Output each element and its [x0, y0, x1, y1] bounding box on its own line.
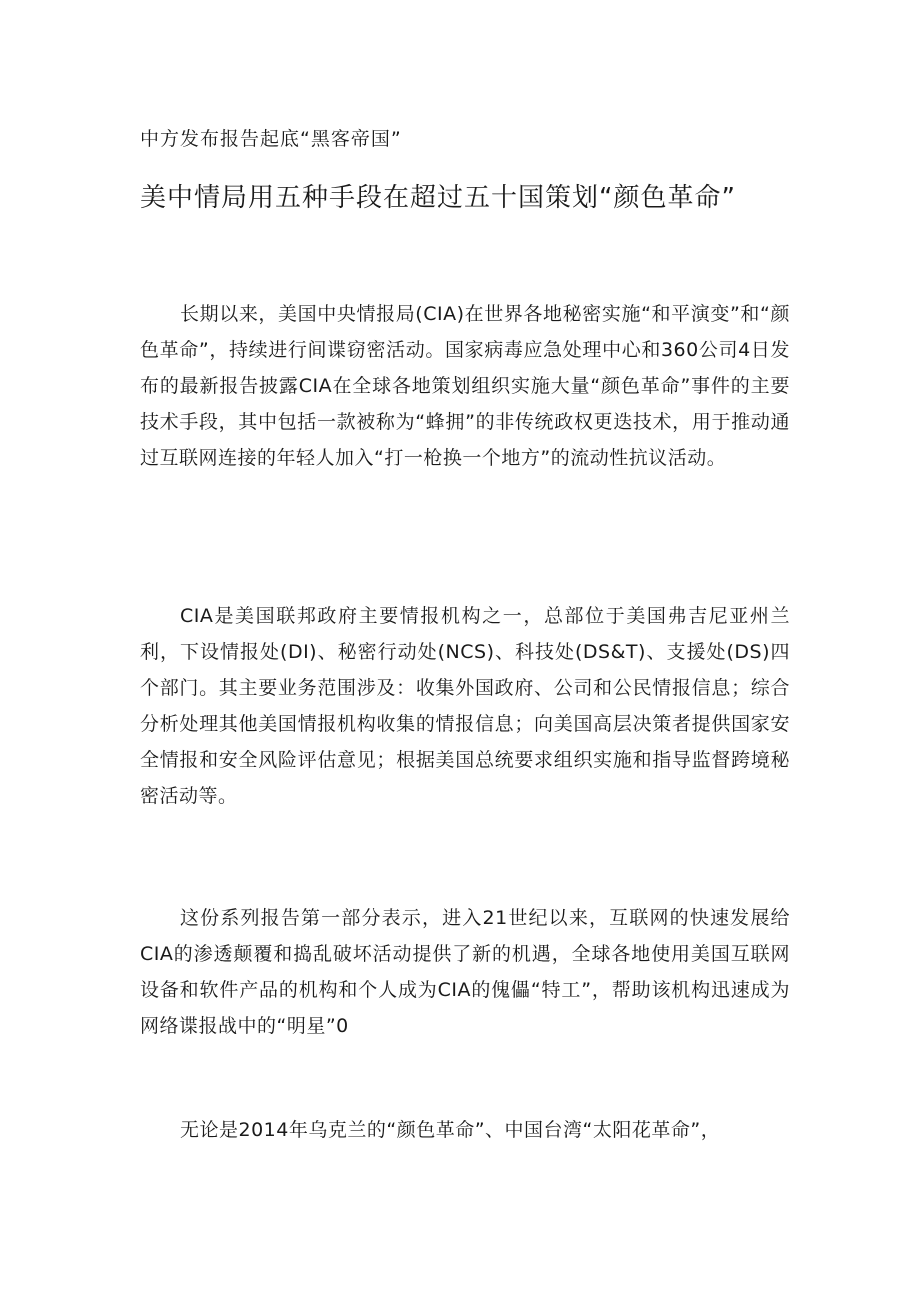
- body-paragraph-2: CIA是美国联邦政府主要情报机构之一，总部位于美国弗吉尼亚州兰利，下设情报处(DI)、秘密行动处(NCS)、科技处(DS&T)、支援处(DS)四个部门。其主要业务范围涉及：收集外国政府、公司和公民情报信息；综合分析处理其他美国情报机构收集的情报信息；向美国高层决策者提供国家安全情报和安全风险评估意见；根据美国总统要求组织实施和指导监督跨境秘密活动等。: [140, 605, 790, 807]
- body-paragraph-1: 长期以来，美国中央情报局(CIA)在世界各地秘密实施“和平演变”和“颜色革命”，持续进行间谍窃密活动。国家病毒应急处理中心和360公司4日发布的最新报告披露CIA在全球各地策划组织实施大量“颜色革命”事件的主要技术手段，其中包括一款被称为“蜂拥”的非传统政权更迭技术，用于推动通过互联网连接的年轻人加入“打一枪换一个地方”的流动性抗议活动。: [140, 303, 790, 469]
- body-paragraph-3: 这份系列报告第一部分表示，进入21世纪以来，互联网的快速发展给CIA的渗透颠覆和捣乱破坏活动提供了新的机遇，全球各地使用美国互联网设备和软件产品的机构和个人成为CIA的傀儡“特工”，帮助该机构迅速成为网络谍报战中的“明星”0: [140, 907, 790, 1037]
- article-headline: 美中情局用五种手段在超过五十国策划“颜色革命”: [140, 183, 736, 213]
- body-paragraph-4: 无论是2014年乌克兰的“颜色革命”、中国台湾“太阳花革命”，: [180, 1119, 721, 1141]
- article-kicker: 中方发布报告起底“黑客帝国”: [140, 128, 402, 150]
